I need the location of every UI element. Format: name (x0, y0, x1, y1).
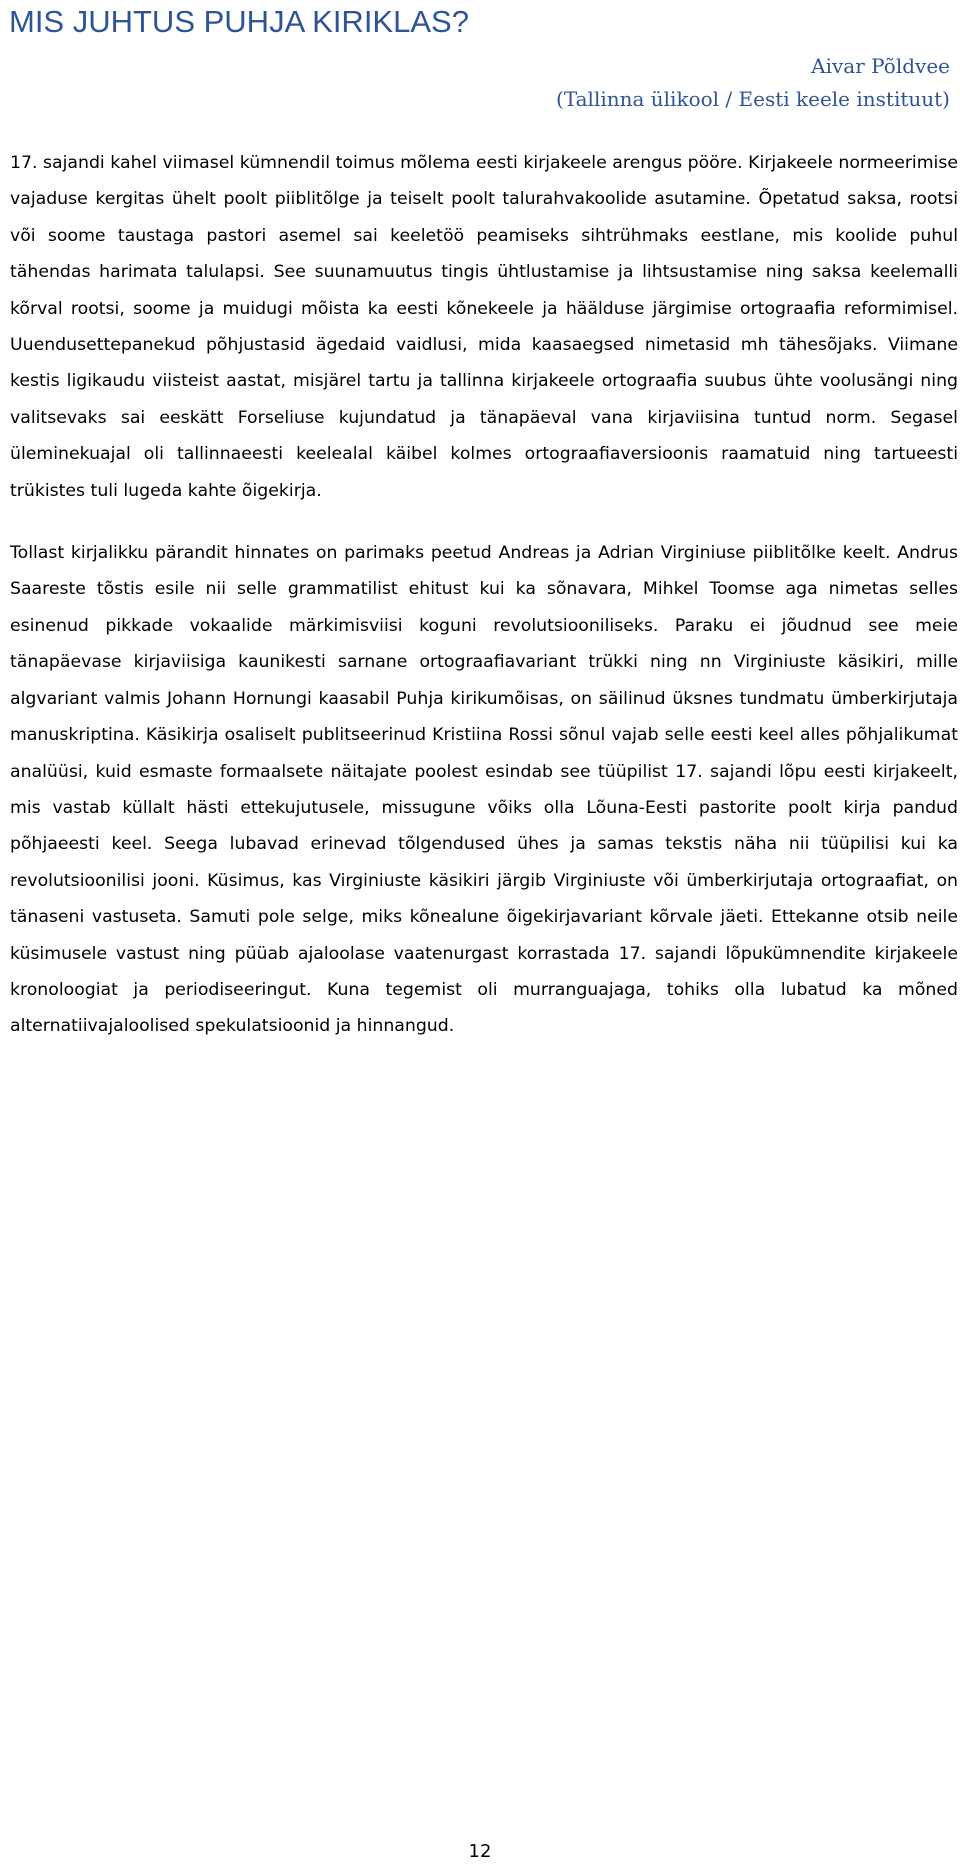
paragraph-1: 17. sajandi kahel viimasel kümnendil toimus mõlema eesti kirjakeele arengus pööre. Kirjakeele normeerimise vajaduse kergitas ühelt poolt piiblitõlge ja teiselt poolt talurahvakoolide asutamine. Õpetatud saksa, rootsi või soome taustaga pastori asemel sai keeletöö peamiseks sihtrühmaks eestlane, mis koolide puhul tähendas harimata talulapsi. See suunamuutus tingis ühtlustamise ja lihtsustamise ning saksa keelemalli kõrval rootsi, soome ja muidugi mõista ka eesti kõnekeele ja häälduse järgimise ortograafia reformimisel. Uuendusettepanekud põhjustasid ägedaid vaidlusi, mida kaasaegsed nimetasid mh tähesõjaks. Viimane kestis ligikaudu viisteist aastat, misjärel tartu ja tallinna kirjakeele ortograafia suubus ühte voolusängi ning valitsevaks sai eeskätt Forseliuse kujundatud ja tänapäeval vana kirjaviisina tuntud norm. Segasel üleminekuajal oli tallinnaeesti keelealal käibel kolmes ortograafiaversioonis raamatuid ning tartueesti trükistes tuli lugeda kahte õigekirja. (10, 153, 958, 501)
page-number: 12 (468, 1841, 492, 1862)
paragraph-2: Tollast kirjalikku pärandit hinnates on parimaks peetud Andreas ja Adrian Virginiuse piiblitõlke keelt. Andrus Saareste tõstis esile nii selle grammatilist ehitust kui ka sõnavara, Mihkel Toomse aga nimetas selles esinenud pikkade vokaalide märkimisviisi koguni revolutsiooniliseks. Paraku ei jõudnud see meie tänapäevase kirjaviisiga kaunikesti sarnane ortograafiavariant trükki ning nn Virginiuste käsikiri, mille algvariant valmis Johann Hornungi kaasabil Puhja kirikumõisas, on säilinud üksnes tundmatu ümberkirjutaja manuskriptina. Käsikirja osaliselt publitseerinud Kristiina Rossi sõnul vajab selle eesti keel alles põhjalikumat analüüsi, kuid esmaste formaalsete näitajate poolest esindab see tüüpilist 17. sajandi lõpu eesti kirjakeelt, mis vastab küllalt hästi ettekujutusele, missugune võiks olla Lõuna-Eesti pastorite poolt kirja pandud põhjaeesti keel. Seega lubavad erinevad tõlgendused ühes ja samas tekstis näha nii tüüpilisi kui ka revolutsioonilisi jooni. Küsimus, kas Virginiuste käsikiri järgib Virginiuste või ümberkirjutaja ortograafiat, on tänaseni vastuseta. Samuti pole selge, miks kõnealune õigekirjavariant kõrvale jäeti. Ettekanne otsib neile küsimusele vastust ning püüab ajaloolase vaatenurgast korrastada 17. sajandi lõpukümnendite kirjakeele kronoloogiat ja periodiseeringut. Kuna tegemist oli murranguajaga, tohiks olla lubatud ka mõned alternatiivajaloolised spekulatsioonid ja hinnangud. (10, 543, 958, 1037)
abstract-body (10, 145, 958, 1045)
author-name: Aivar Põldvee (811, 54, 950, 78)
author-affiliation: (Tallinna ülikool / Eesti keele instituut) (556, 87, 950, 111)
author-block (556, 50, 950, 116)
document-title: MIS JUHTUS PUHJA KIRIKLAS? (9, 4, 469, 39)
